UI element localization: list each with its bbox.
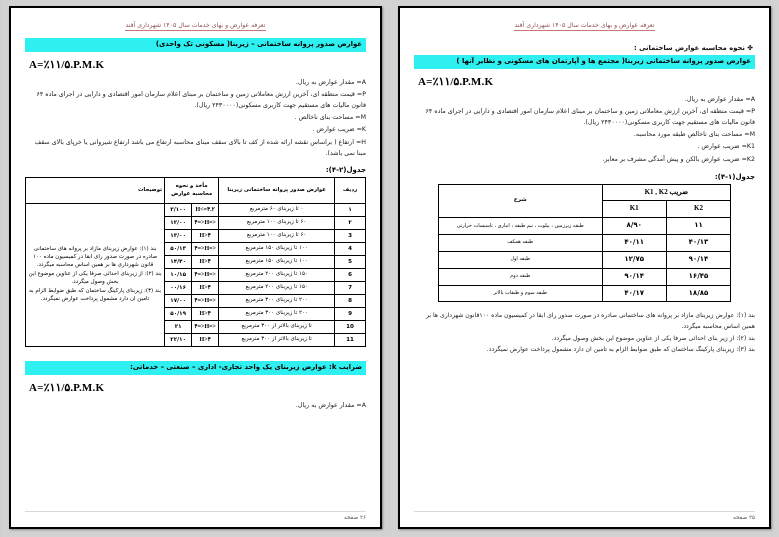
definition-item: M= مساحت بنای ناخالص .: [294, 114, 366, 122]
definition-list-left: [25, 78, 366, 160]
table-subheader-k2: [666, 201, 730, 218]
table-row: [438, 285, 730, 302]
table-header-desc: عوارض صدور پروانه ساختمانی زیربنا: [219, 178, 335, 204]
cell-k2: ١۴/٩٠: [666, 251, 730, 268]
page-header-right: [414, 22, 755, 29]
cell-condition: ۴=>H=>: [192, 321, 219, 334]
definition-item: A= مقدار عوارض به ریال.: [295, 401, 366, 409]
definition-item: A= مقدار عوارض به ریال.: [295, 78, 366, 86]
cell-row-no: 4: [335, 243, 366, 256]
page-footer-left: [25, 511, 366, 521]
table-row: [438, 268, 730, 285]
cell-condition: H<=۴.۲: [192, 204, 219, 217]
cell-condition: H>۴: [192, 334, 219, 347]
section-bullet-heading: ✤ نحوه محاسبه عوارض ساختمانی :: [634, 44, 753, 52]
cell-rate: ٢٢/١٠: [165, 334, 192, 347]
cell-row-no: 7: [335, 282, 366, 295]
definition-list-right: [414, 95, 755, 166]
cell-rate: ١٢/٠٠: [165, 217, 192, 230]
cell-description: طبقه دوم: [438, 268, 602, 285]
page-number-left: ۲۶ صفحه: [344, 515, 366, 521]
highlight-title-left-2: ضرایب k: عوارض زیربنای یک واحد تجاری- اداری – صنعتی – خدماتی:: [25, 361, 366, 375]
cell-description: ۱۵۰ تا زیربنای ۲۰۰ مترمربع: [219, 269, 335, 282]
formula-left: A=٪١١/۵.P.M.K: [29, 58, 105, 71]
cell-description: طبقه زیرزمین ، پیلوت ، نیم طبقه ، انباری ، تاسیسات حرارتی: [438, 218, 602, 235]
cell-rate: ٢١: [165, 321, 192, 334]
definition-item: K= ضریب عوارض .: [312, 126, 366, 134]
cell-row-no: 6: [335, 269, 366, 282]
cell-row-no: 11: [335, 334, 366, 347]
cell-description: ۲۰۰ تا زیربنای ۳۰۰ مترمربع: [219, 295, 335, 308]
coefficient-table-body: [438, 218, 730, 302]
definition-item: P= قیمت منطقه ای، آخرین ارزش معاملاتی زمین و ساختمان بر مبنای اعلام سازمان امور اقتصادی و دارایی در اجرای ماده ۶۴ قانون مالیات های مستقیم جهت کاربری مسکونی(۲۴۳۰۰۰۰ ریال).: [425, 107, 755, 126]
cell-condition: H>۴: [192, 282, 219, 295]
cell-row-no: 5: [335, 256, 366, 269]
cell-k1: ٨/٩٠: [602, 218, 666, 235]
cell-k2: ١١: [666, 218, 730, 235]
cell-description: ۶۰ تا زیربنای ۱۰۰ مترمربع: [219, 217, 335, 230]
subheader-k2-label: K2: [694, 204, 703, 213]
cell-k1: ١٢/٧۵: [602, 251, 666, 268]
table-row: [26, 204, 366, 217]
highlight-title-left: عوارض صدور پروانه ساختمانی – زیربنا( مسکونی تک واحدی): [25, 38, 366, 52]
definition-item: K2= ضریب عوارض بالکن و پیش آمدگی مشرف بر معابر.: [602, 155, 755, 163]
footer-divider: [414, 511, 755, 512]
cell-description: طبقه اول: [438, 251, 602, 268]
page-slot-right: [390, 0, 779, 537]
definition-item: H= ارتفاع ( براساس نقشه ارائه شده از کف تا بالای سقف مبنای محاسبه ارتفاع می باشد ارتفاع شیروانی یا خرپای بالای سقف مبنا نمی باشد).: [34, 138, 366, 157]
table-header-notes: توضیحات: [26, 178, 165, 204]
notes-line: بند (۲): از زیربنای احداثی صرفا یکی از عناوین موضوع این بخش وصول میگردد.: [28, 270, 162, 285]
note-item: بند (۱): عوارض زیربنای مازاد بر پروانه های ساختمانی صادره در صورت صدور رای ابقا در کمیسیون ماده ۱۰۰قانون شهرداری ها بر همین اساس محاسبه میگردد.: [425, 312, 755, 331]
cell-condition: ۴=>H=>: [192, 269, 219, 282]
cell-rate: ١٣/٠٠: [165, 230, 192, 243]
cell-description: ۰ تا زیربنای ۶۰ مترمربع: [219, 204, 335, 217]
table-header-coefficient-label: ضریب K1 , K2: [644, 187, 689, 196]
formula-right: A=٪١١/۵.P.M.K: [418, 75, 494, 88]
cell-condition: H>۴: [192, 230, 219, 243]
page-slot-left: [1, 0, 390, 537]
cell-row-no: 9: [335, 308, 366, 321]
definition-item: M= مساحت بنای ناخالص طبقه مورد محاسبه.: [633, 131, 755, 139]
table-header-basis: مأخذ و نحوه محاسبه عوارض: [165, 178, 219, 204]
cell-description: ۱۵۰ تا زیربنای ۲۰۰ مترمربع: [219, 282, 335, 295]
cell-rate: ١٩/۵٠: [165, 308, 192, 321]
cell-k1: ١۴/٩٠: [602, 268, 666, 285]
cell-description: طبقه همکف: [438, 235, 602, 252]
cell-rate: ١۴/۴٠: [165, 256, 192, 269]
footer-divider: [25, 511, 366, 512]
cell-description: ۱۰۰ تا زیربنای ۱۵۰ مترمربع: [219, 243, 335, 256]
notes-line: بند (۱): عوارض زیربنای مازاد بر پروانه های ساختمانی صادره در صورت صدور رای ابقا در کمیسیون ماده ۱۰۰ قانون شهرداری ها بر همین اساس محاسبه میگردد.: [32, 245, 158, 268]
definition-list-left-2: [25, 401, 366, 412]
note-item: بند (۳): زیربنای پارکینگ ساختمان که طبق ضوابط الزام به تامین ان دارد مشمول پرداخت عوارض نمیگردد.: [486, 346, 755, 354]
table-row: [438, 218, 730, 235]
cell-rate: ١۵/١٠: [165, 269, 192, 282]
document-page-25: [398, 6, 771, 529]
cell-condition: ۴=>H=>: [192, 217, 219, 230]
cell-row-no: 8: [335, 295, 366, 308]
cell-rate: ١٣/۵٠: [165, 243, 192, 256]
cell-condition: ۴=>H=>: [192, 295, 219, 308]
cell-row-no: 10: [335, 321, 366, 334]
note-item: بند (۲): از زیر بنای احداثی صرفا یکی از عناوین موضوع این بخش وصول میگردد.: [551, 334, 755, 342]
cell-row-no: 3: [335, 230, 366, 243]
table-row: [438, 251, 730, 268]
definition-item: K1= ضریب عوارض .: [697, 143, 755, 151]
cell-description: ۱۰۰ تا زیربنای ۱۵۰ مترمربع: [219, 256, 335, 269]
table-header-row-no: ردیف: [335, 178, 366, 204]
fee-table-body: [26, 204, 366, 347]
cell-description: طبقه سوم و طبقات بالاتر: [438, 285, 602, 302]
coefficient-table: [438, 184, 731, 303]
cell-k2: ١٨/٨۵: [666, 285, 730, 302]
page-number-right: ۲۵ صفحه: [733, 515, 755, 521]
cell-k1: ١١/۴٠: [602, 235, 666, 252]
cell-description: تا زیربنای بالاتر از ۳۰۰ مترمربع: [219, 334, 335, 347]
notes-line: بند (۳): زیربنای پارکینگ ساختمان که طبق ضوابط الزام به تامین ان دارد مشمول پرداخت عوارض نمیگردد.: [29, 287, 162, 302]
cell-rate: ٣/١٠٠: [165, 204, 192, 217]
cell-rate: ١۶/٠٠: [165, 282, 192, 295]
subheader-k1-label: K1: [629, 204, 639, 213]
cell-description: ۲۰۰ تا زیربنای ۳۰۰ مترمربع: [219, 308, 335, 321]
table-caption-left: جدول(۲-۴):: [325, 166, 366, 175]
cell-k1: ١٧/۴٠: [602, 285, 666, 302]
cell-row-no: ١: [335, 204, 366, 217]
cell-k2: ١٣/۴٠: [666, 235, 730, 252]
table-header-description: شرح: [438, 184, 602, 218]
table-row: [438, 235, 730, 252]
cell-rate: ١٧/٠٠: [165, 295, 192, 308]
table-header-coefficient: [602, 184, 731, 201]
cell-description: ۶۰ تا زیربنای ۱۰۰ مترمربع: [219, 230, 335, 243]
table-subheader-k1: [602, 201, 666, 218]
page-header-text-right: تعرفه عوارض و بهای خدمات سال ۱۴۰۵ شهرداری آقند: [514, 22, 655, 29]
definition-item: A= مقدار عوارض به ریال.: [684, 95, 755, 103]
formula-left-2: A=٪١١/۵.P.M.K: [29, 381, 105, 394]
cell-k2: ١۶/۴۵: [666, 268, 730, 285]
cell-condition: H>۴: [192, 256, 219, 269]
page-header-left: [25, 22, 366, 29]
table-caption-right: جدول(۱-۴):: [714, 172, 755, 181]
document-page-26: [9, 6, 382, 529]
notes-block-right: [414, 311, 755, 356]
cell-condition: ۴=>H=>: [192, 243, 219, 256]
page-footer-right: [414, 511, 755, 521]
cell-description: تا زیربنای بالاتر از ۳۰۰ مترمربع: [219, 321, 335, 334]
definition-item: P= قیمت منطقه ای، آخرین ارزش معاملاتی زمین و ساختمان بر مبنای اعلام سازمان امور اقتصادی و دارایی در اجرای ماده ۶۴ قانون مالیات های مستقیم جهت کاربری مسکونی(۲۴۳۰۰۰۰ ریال).: [36, 90, 366, 109]
highlight-title-right: عوارض صدور پروانه ساختمانی زیربنا( مجتمع ها و آپارتمان های مسکونی و نظایر آنها ): [414, 55, 755, 69]
building-permit-fee-table: [25, 177, 366, 347]
cell-notes: [26, 204, 165, 347]
cell-condition: H>۴: [192, 308, 219, 321]
page-header-text-left: تعرفه عوارض و بهای خدمات سال ۱۴۰۵ شهرداری آقند: [125, 22, 266, 29]
cell-row-no: ٢: [335, 217, 366, 230]
